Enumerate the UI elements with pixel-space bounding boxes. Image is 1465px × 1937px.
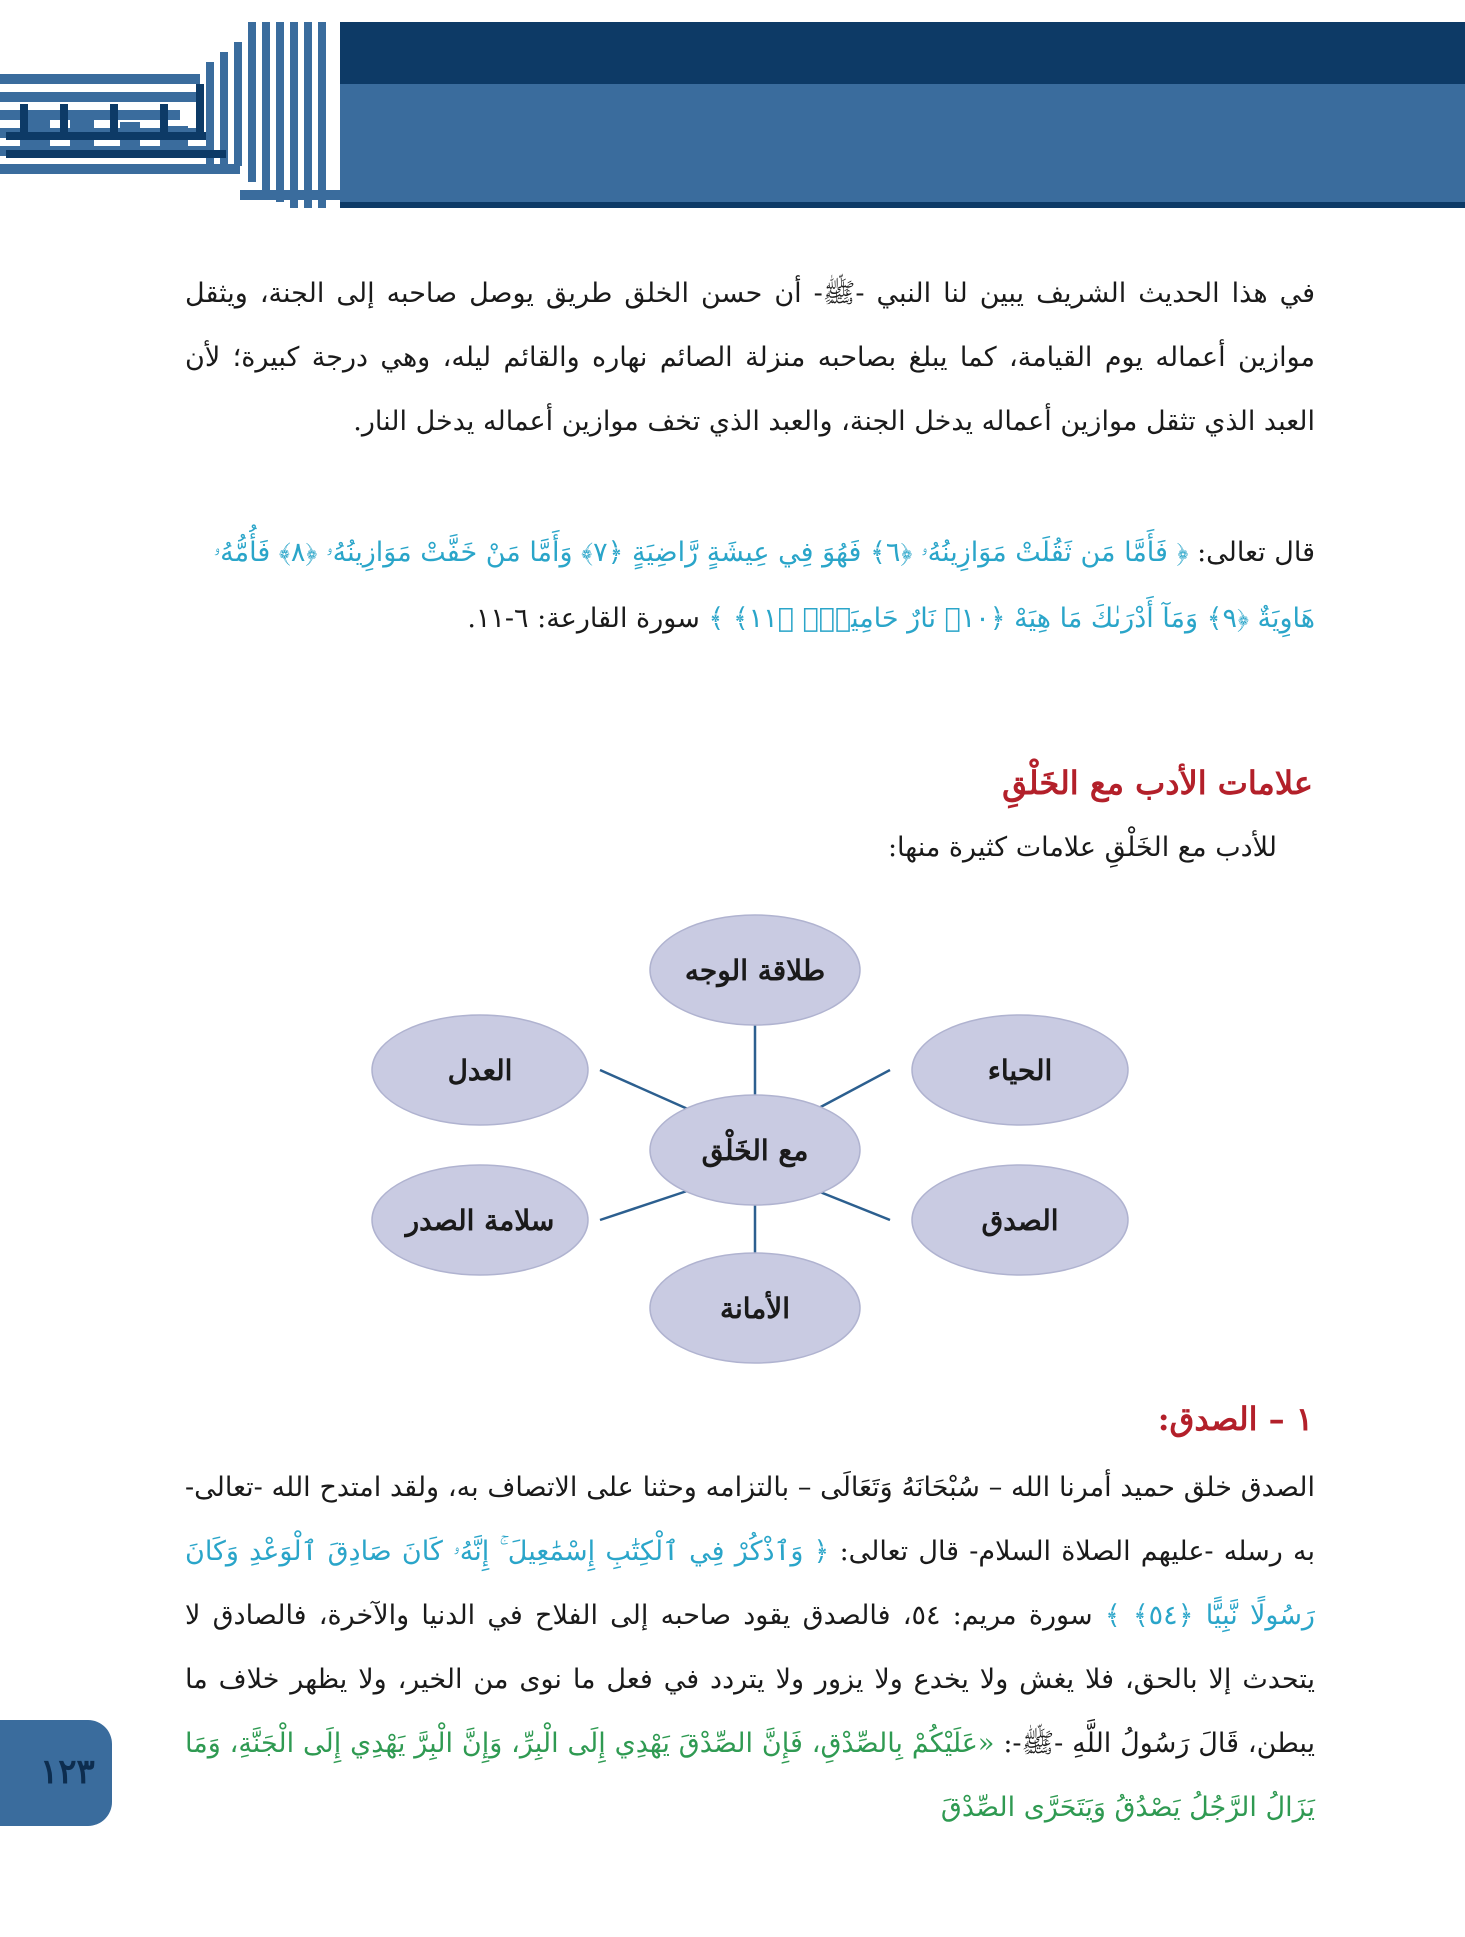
verse-reference: سورة القارعة: ٦-١١. bbox=[467, 603, 700, 634]
section-title: علامات الأدب مع الخَلْقِ bbox=[1002, 764, 1313, 802]
node-center-label: مع الخَلْق bbox=[701, 1134, 809, 1167]
subsection-title: ١ – الصدق: bbox=[1157, 1400, 1313, 1438]
quran-verse: ﴿ فَأَمَّا مَن ثَقُلَتْ مَوَازِينُهُۥ ﴿٦﴾ فَهُوَ فِي عِيشَةٍ رَّاضِيَةٍ ﴿٧﴾ وَأَمَّا مَنْ خَفَّتْ مَوَازِينُهُۥ ﴿٨﴾ فَأُمُّهُۥ هَاوِيَةٌ ﴿٩﴾ وَمَآ أَدْرَىٰكَ مَا هِيَهْ ﴿١٠﴾ نَارٌ حَامِيَةٌۢ ﴿١١﴾ ﴾ bbox=[213, 537, 1315, 634]
node-left-bottom-label: سلامة الصدر bbox=[405, 1204, 555, 1237]
node-bottom-label: الأمانة bbox=[719, 1292, 791, 1325]
paragraph-text-1: الصدق خلق حميد أمرنا الله – سُبْحَانَهُ وَتَعَالَى – بالتزامه وحثنا على الاتصاف به، ولقد امتدح الله -تعالى- به رسله -عليهم الصلاة السلام- قال تعالى: bbox=[185, 1472, 1315, 1567]
logo-kufic-icon bbox=[0, 22, 340, 208]
connector-right-bottom bbox=[815, 1190, 890, 1220]
header-band-light bbox=[340, 84, 1465, 202]
verse-block bbox=[185, 520, 1315, 652]
node-right-bottom-label: الصدق bbox=[981, 1204, 1059, 1237]
paragraph-truthfulness bbox=[185, 1456, 1315, 1840]
node-top-label: طلاقة الوجه bbox=[684, 954, 826, 987]
node-left-top-label: العدل bbox=[447, 1054, 513, 1087]
paragraph-text-2: سورة مريم: ٥٤، فالصدق يقود صاحبه إلى الفلاح في الدنيا والآخرة، فالصادق لا يتحدث إلا بالحق، فلا يغش ولا يخدع ولا يزور ولا يتردد في فعل ما نوى من الخير، ولا يظهر خلاف ما يبطن، قَالَ رَسُولُ اللَّهِ -ﷺ-: bbox=[185, 1600, 1315, 1759]
section-intro: للأدب مع الخَلْقِ علامات كثيرة منها: bbox=[887, 832, 1277, 863]
etiquette-diagram bbox=[360, 910, 1140, 1370]
hadith-text: «عَلَيْكُمْ بِالصِّدْقِ، فَإِنَّ الصِّدْقَ يَهْدِي إِلَى الْبِرِّ، وَإِنَّ الْبِرَّ يَهْدِي إِلَى الْجَنَّةِ، وَمَا يَزَالُ الرَّجُلُ يَصْدُقُ وَيَتَحَرَّى الصِّدْقَ bbox=[185, 1728, 1315, 1823]
paragraph-hadith-explanation: في هذا الحديث الشريف يبين لنا النبي -ﷺ- أن حسن الخلق طريق يوصل صاحبه إلى الجنة، ويثقل موازين أعماله يوم القيامة، كما يبلغ بصاحبه منزلة الصائم نهاره والقائم ليله، وهي درجة كبيرة؛ لأن العبد الذي تثقل موازين أعماله يدخل الجنة، والعبد الذي تخف موازين أعماله يدخل النار. bbox=[185, 278, 1315, 437]
quran-verse-ismail: ﴿ وَٱذْكُرْ فِي ٱلْكِتَٰبِ إِسْمَٰعِيلَ ۚ إِنَّهُۥ كَانَ صَادِقَ ٱلْوَعْدِ وَكَانَ رَسُولًا نَّبِيًّا ﴿٥٤﴾ ﴾ bbox=[185, 1536, 1315, 1631]
page-number: ١٢٣ bbox=[40, 1752, 95, 1792]
connector-right-top bbox=[815, 1070, 890, 1110]
verse-lead: قال تعالى: bbox=[1197, 537, 1315, 568]
node-right-top-label: الحياء bbox=[987, 1054, 1053, 1087]
connector-left-top bbox=[600, 1070, 690, 1110]
connector-left-bottom bbox=[600, 1190, 690, 1220]
